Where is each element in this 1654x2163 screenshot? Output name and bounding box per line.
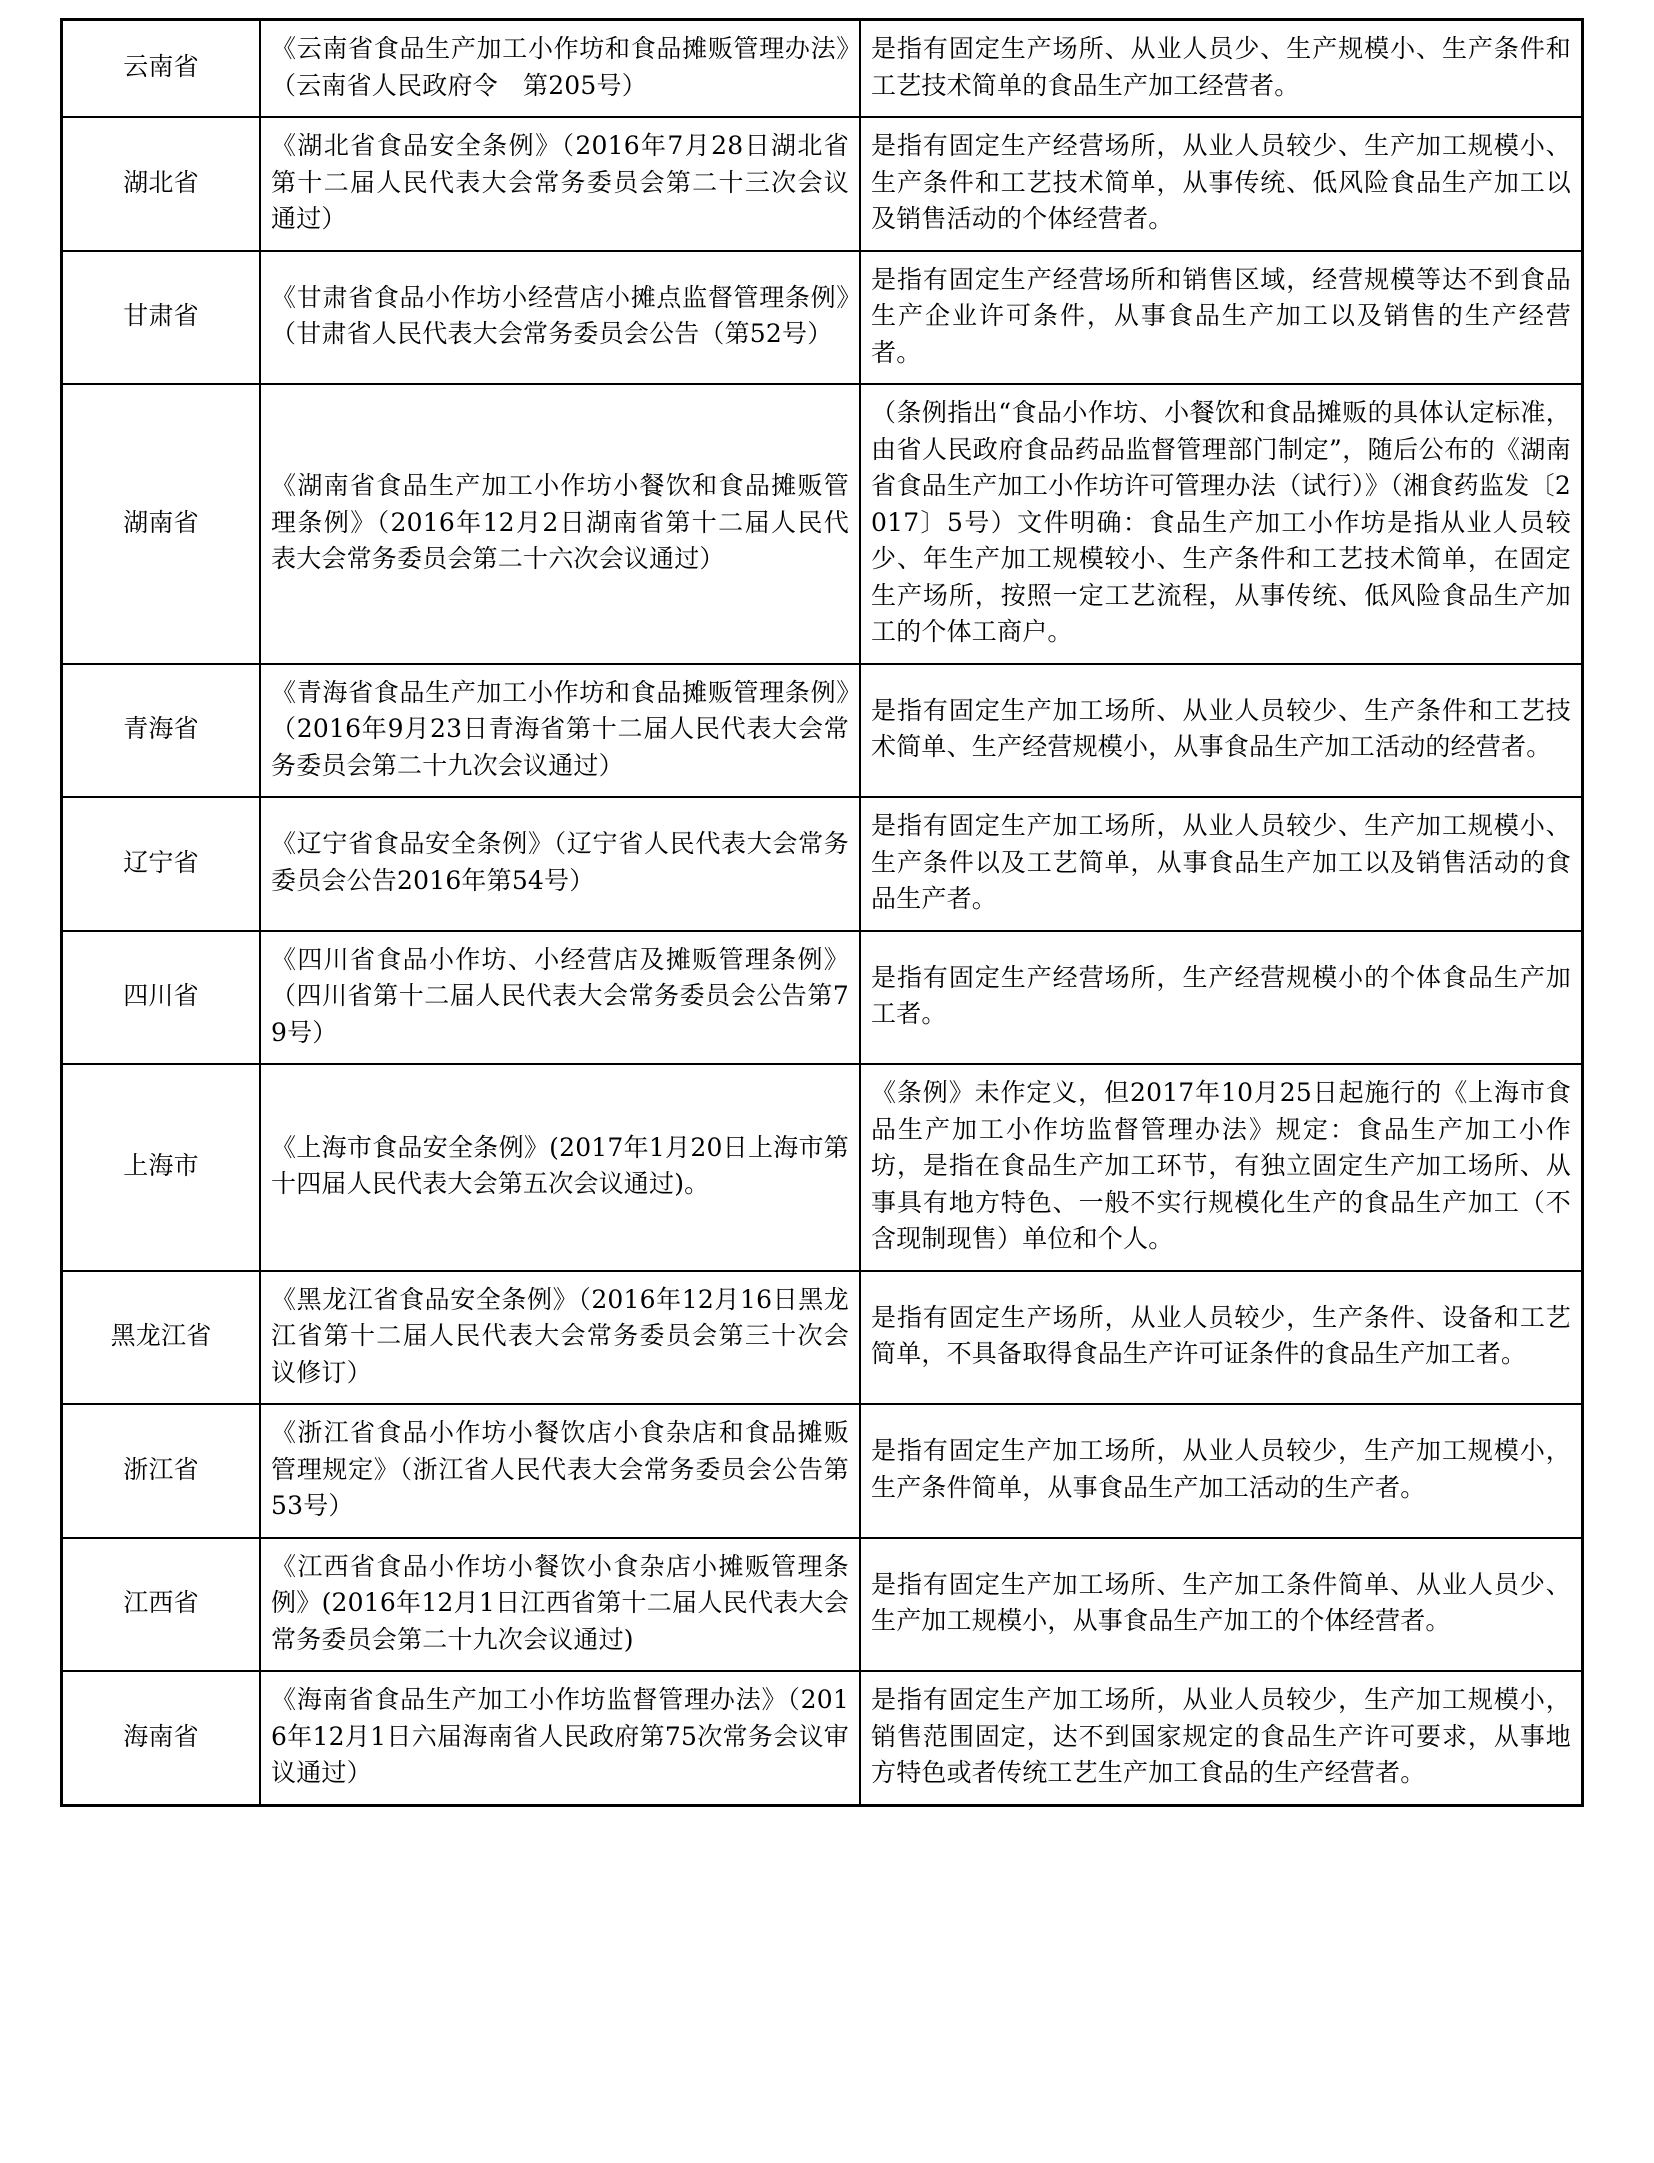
definition-cell: 是指有固定生产经营场所，从业人员较少、生产加工规模小、生产条件和工艺技术简单，从事传统、低风险食品生产加工以及销售活动的个体经营者。 bbox=[860, 117, 1583, 251]
regulation-cell: 《甘肃省食品小作坊小经营店小摊点监督管理条例》（甘肃省人民代表大会常务委员会公告（第52号） bbox=[260, 251, 860, 385]
regulation-cell: 《湖南省食品生产加工小作坊小餐饮和食品摊贩管理条例》（2016年12月2日湖南省第十二届人民代表大会常务委员会第二十六次会议通过） bbox=[260, 384, 860, 664]
definition-cell: 是指有固定生产加工场所、生产加工条件简单、从业人员少、生产加工规模小，从事食品生产加工的个体经营者。 bbox=[860, 1538, 1583, 1672]
province-cell: 云南省 bbox=[62, 20, 261, 118]
regulation-cell: 《云南省食品生产加工小作坊和食品摊贩管理办法》（云南省人民政府令 第205号） bbox=[260, 20, 860, 118]
province-cell: 湖南省 bbox=[62, 384, 261, 664]
definition-cell: 是指有固定生产场所、从业人员少、生产规模小、生产条件和工艺技术简单的食品生产加工经营者。 bbox=[860, 20, 1583, 118]
province-cell: 海南省 bbox=[62, 1671, 261, 1805]
province-cell: 江西省 bbox=[62, 1538, 261, 1672]
province-cell: 甘肃省 bbox=[62, 251, 261, 385]
table-row bbox=[62, 20, 1583, 118]
regulation-cell: 《黑龙江省食品安全条例》（2016年12月16日黑龙江省第十二届人民代表大会常务委员会第三十次会议修订） bbox=[260, 1271, 860, 1405]
regulation-cell: 《浙江省食品小作坊小餐饮店小食杂店和食品摊贩管理规定》（浙江省人民代表大会常务委员会公告第53号） bbox=[260, 1404, 860, 1538]
province-cell: 浙江省 bbox=[62, 1404, 261, 1538]
table-row bbox=[62, 931, 1583, 1065]
table-row bbox=[62, 1671, 1583, 1805]
definition-cell: 是指有固定生产加工场所、从业人员较少、生产条件和工艺技术简单、生产经营规模小，从事食品生产加工活动的经营者。 bbox=[860, 664, 1583, 798]
province-cell: 黑龙江省 bbox=[62, 1271, 261, 1405]
regulation-cell: 《江西省食品小作坊小餐饮小食杂店小摊贩管理条例》(2016年12月1日江西省第十二届人民代表大会常务委员会第二十九次会议通过) bbox=[260, 1538, 860, 1672]
definition-cell: 是指有固定生产加工场所，从业人员较少，生产加工规模小，生产条件简单，从事食品生产加工活动的生产者。 bbox=[860, 1404, 1583, 1538]
table-row bbox=[62, 117, 1583, 251]
definition-cell: 是指有固定生产经营场所和销售区域，经营规模等达不到食品生产企业许可条件，从事食品生产加工以及销售的生产经营者。 bbox=[860, 251, 1583, 385]
regulations-table bbox=[60, 18, 1584, 1807]
regulation-cell: 《湖北省食品安全条例》（2016年7月28日湖北省第十二届人民代表大会常务委员会第二十三次会议通过） bbox=[260, 117, 860, 251]
definition-cell: 是指有固定生产经营场所，生产经营规模小的个体食品生产加工者。 bbox=[860, 931, 1583, 1065]
province-cell: 青海省 bbox=[62, 664, 261, 798]
table-row bbox=[62, 797, 1583, 931]
province-cell: 湖北省 bbox=[62, 117, 261, 251]
province-cell: 辽宁省 bbox=[62, 797, 261, 931]
province-cell: 上海市 bbox=[62, 1064, 261, 1271]
table-row bbox=[62, 664, 1583, 798]
regulation-cell: 《海南省食品生产加工小作坊监督管理办法》（2016年12月1日六届海南省人民政府第75次常务会议审议通过） bbox=[260, 1671, 860, 1805]
definition-cell: 是指有固定生产场所，从业人员较少，生产条件、设备和工艺简单，不具备取得食品生产许可证条件的食品生产加工者。 bbox=[860, 1271, 1583, 1405]
regulation-cell: 《辽宁省食品安全条例》（辽宁省人民代表大会常务委员会公告2016年第54号） bbox=[260, 797, 860, 931]
definition-cell: 是指有固定生产加工场所，从业人员较少、生产加工规模小、生产条件以及工艺简单，从事食品生产加工以及销售活动的食品生产者。 bbox=[860, 797, 1583, 931]
definition-cell: （条例指出“食品小作坊、小餐饮和食品摊贩的具体认定标准，由省人民政府食品药品监督管理部门制定”，随后公布的《湖南省食品生产加工小作坊许可管理办法（试行）》（湘食药监发〔2017〕5号）文件明确：食品生产加工小作坊是指从业人员较少、年生产加工规模较小、生产条件和工艺技术简单，在固定生产场所，按照一定工艺流程，从事传统、低风险食品生产加工的个体工商户。 bbox=[860, 384, 1583, 664]
table-row bbox=[62, 384, 1583, 664]
table-row bbox=[62, 251, 1583, 385]
definition-cell: 《条例》未作定义，但2017年10月25日起施行的《上海市食品生产加工小作坊监督管理办法》规定：食品生产加工小作坊，是指在食品生产加工环节，有独立固定生产加工场所、从事具有地方特色、一般不实行规模化生产的食品生产加工（不含现制现售）单位和个人。 bbox=[860, 1064, 1583, 1271]
table-row bbox=[62, 1404, 1583, 1538]
table-body bbox=[62, 20, 1583, 1806]
regulation-cell: 《四川省食品小作坊、小经营店及摊贩管理条例》（四川省第十二届人民代表大会常务委员会公告第79号） bbox=[260, 931, 860, 1065]
table-row bbox=[62, 1064, 1583, 1271]
regulation-cell: 《上海市食品安全条例》(2017年1月20日上海市第十四届人民代表大会第五次会议通过)。 bbox=[260, 1064, 860, 1271]
regulation-cell: 《青海省食品生产加工小作坊和食品摊贩管理条例》（2016年9月23日青海省第十二届人民代表大会常务委员会第二十九次会议通过） bbox=[260, 664, 860, 798]
table-row bbox=[62, 1538, 1583, 1672]
table-row bbox=[62, 1271, 1583, 1405]
province-cell: 四川省 bbox=[62, 931, 261, 1065]
definition-cell: 是指有固定生产加工场所，从业人员较少，生产加工规模小，销售范围固定，达不到国家规定的食品生产许可要求，从事地方特色或者传统工艺生产加工食品的生产经营者。 bbox=[860, 1671, 1583, 1805]
